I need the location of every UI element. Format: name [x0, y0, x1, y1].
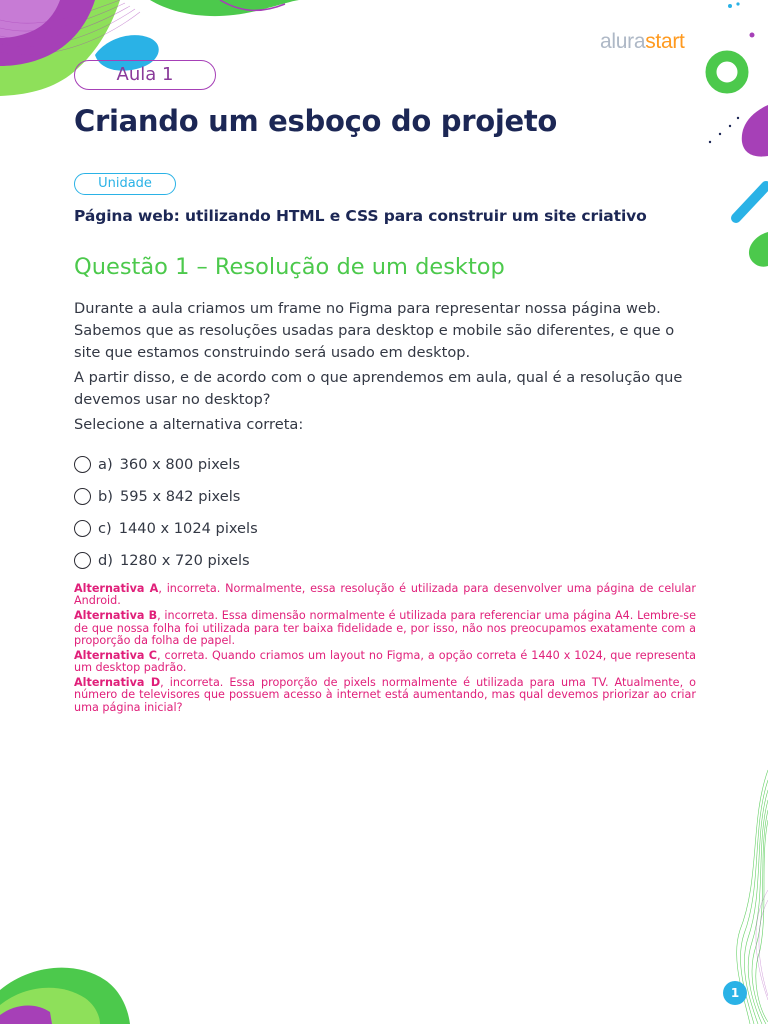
answer-option-b[interactable] [74, 486, 240, 506]
feedback-label: Alternativa A [74, 582, 159, 595]
feedback-item-c [74, 650, 696, 675]
feedback-label: Alternativa B [74, 609, 158, 623]
lesson-badge: Aula 1 [74, 60, 216, 90]
option-letter: b) [98, 487, 113, 505]
decorative-shapes-right [690, 0, 768, 280]
radio-button-a[interactable] [74, 456, 91, 473]
feedback-label: Alternativa C [74, 648, 158, 662]
radio-button-b[interactable] [74, 488, 91, 505]
radio-button-c[interactable] [74, 520, 91, 537]
option-text: 1440 x 1024 pixels [118, 519, 258, 537]
unit-badge: Unidade [74, 173, 176, 195]
option-text: 595 x 842 pixels [119, 487, 241, 505]
option-text: 360 x 800 pixels [119, 455, 241, 473]
question-context-paragraph: Durante a aula criamos um frame no Figma para representar nossa página web. Sabemos que as resoluções usadas para desktop e mobile são diferentes, e que o site que estamos construindo será usado em desktop. [74, 300, 675, 361]
unit-subtitle: Página web: utilizando HTML e CSS para construir um site criativo [74, 207, 647, 225]
question-prompt-paragraph: A partir disso, e de acordo com o que aprendemos em aula, qual é a resolução que devemos usar no desktop? [74, 369, 683, 408]
option-letter: c) [98, 519, 112, 537]
logo-start-text: start [645, 30, 685, 53]
option-letter: a) [98, 455, 113, 473]
page-title: Criando um esboço do projeto [74, 104, 558, 138]
option-text: 1280 x 720 pixels [119, 551, 250, 569]
feedback-text: , incorreta. Essa proporção de pixels normalmente é utilizada para uma TV. Atualmente, o número de televisores que possuem acesso à internet está aumentando, mas qual devemos priorizar ao criar uma página inicial? [74, 676, 696, 714]
alurastart-logo [600, 30, 685, 54]
feedback-label: Alternativa D [74, 676, 161, 690]
feedback-text: , incorreta. Normalmente, essa resolução é utilizada para desenvolver uma página de celular Android. [74, 582, 696, 608]
feedback-item-a [74, 583, 696, 608]
decorative-waves-bottom-left [0, 960, 140, 1024]
feedback-item-d [74, 677, 696, 714]
answer-option-d[interactable] [74, 550, 250, 570]
feedback-text: , correta. Quando criamos um layout no Figma, a opção correta é 1440 x 1024, que representa um desktop padrão. [74, 648, 696, 675]
answer-option-c[interactable] [74, 518, 258, 538]
radio-button-d[interactable] [74, 552, 91, 569]
answer-feedback [74, 583, 696, 717]
question-instruction: Selecione a alternativa correta: [74, 416, 304, 433]
question-title: Questão 1 – Resolução de um desktop [74, 254, 505, 280]
option-letter: d) [98, 551, 113, 569]
page-number-badge: 1 [723, 981, 747, 1005]
logo-alura-text: alura [600, 30, 646, 53]
feedback-text: , incorreta. Essa dimensão normalmente é utilizada para referenciar uma página A4. Lembre-se de que nossa folha foi utilizada para ter baixa fidelidade e, por isso, não nos preocupamos exatamente com a proporção da folha de papel. [74, 609, 696, 648]
answer-option-a[interactable] [74, 454, 240, 474]
feedback-item-b [74, 610, 696, 647]
